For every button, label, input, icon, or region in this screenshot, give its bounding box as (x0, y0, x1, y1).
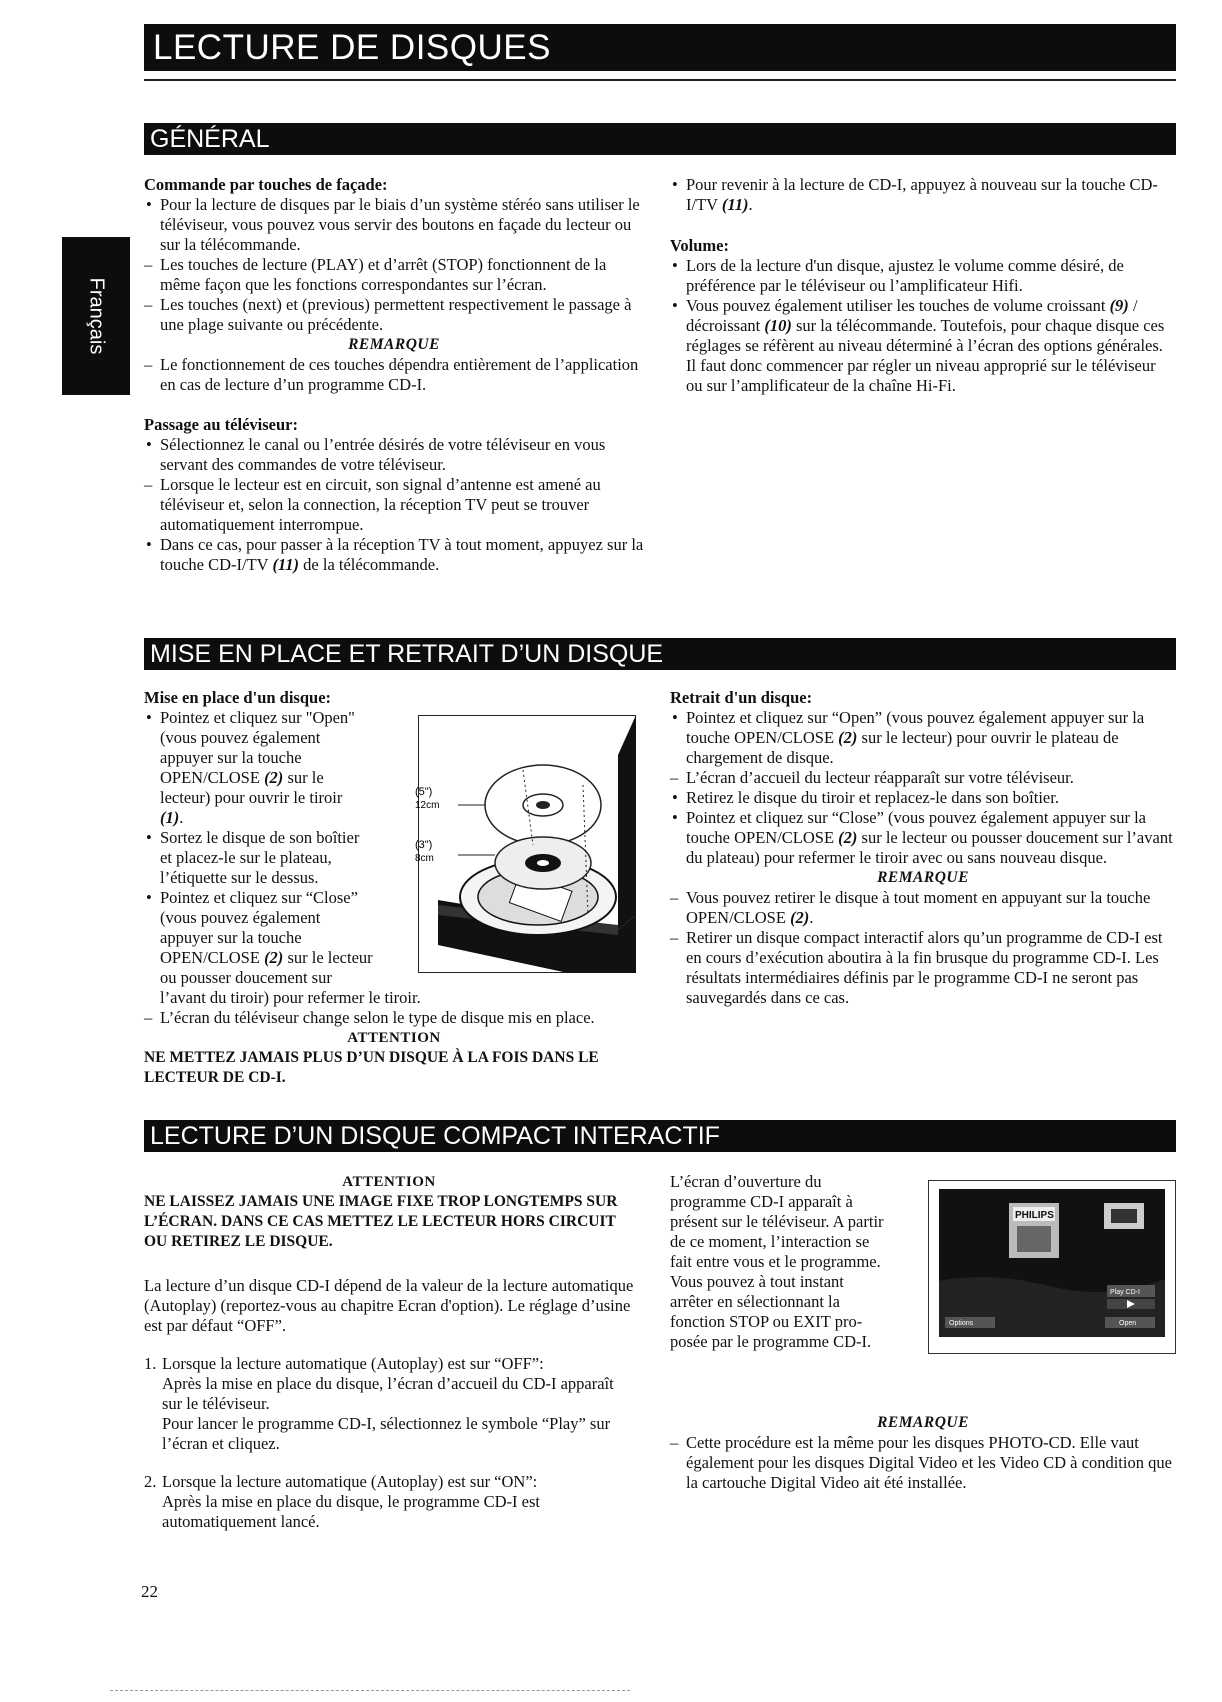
reference-number: (11) (721, 195, 749, 214)
place-step-close: • Pointez et cliquez sur “Close” (vous pouvez également appuyer sur la touche OPEN/CLOSE (2) sur le lecteur ou pousser doucement sur l’avant du tiroir) pour refermer le tiroir. (144, 888, 644, 1008)
mise-en-place-right-column (670, 688, 1176, 1008)
volume-list (670, 256, 1176, 396)
interactif-remarque-label: REMARQUE (877, 1414, 969, 1431)
list-item: • Dans ce cas, pour passer à la réception TV à tout moment, appuyez sur la touche CD-I/TV (11) de la télécommande. (144, 535, 644, 575)
interactif-attention-label: ATTENTION (342, 1174, 436, 1190)
step-item: 1. Lorsque la lecture automatique (Autoplay) est sur “OFF”: Après la mise en place du disque, l’écran d’accueil du CD-I apparaît sur le téléviseur. Pour lancer le programme CD-I, sélectionnez le symbole “Play” sur l’écran et cliquez. (144, 1354, 614, 1453)
attention-label: ATTENTION (347, 1030, 441, 1046)
list-item: – Cette procédure est la même pour les disques PHOTO-CD. Elle vaut également pour les disques Digital Video et les Video CD à condition que la cartouche Digital Video ait été installée. (670, 1433, 1176, 1493)
place-step-screen: – L’écran du téléviseur change selon le type de disque mis en place. (144, 1008, 644, 1028)
section-title-interactif: LECTURE D’UN DISQUE COMPACT INTERACTIF (144, 1120, 1176, 1152)
reference-number: (2) (264, 768, 284, 787)
language-tab (62, 237, 130, 395)
reference-number: (2) (790, 908, 810, 927)
retrait-remarque-label: REMARQUE (877, 869, 969, 886)
list-item: • Pour revenir à la lecture de CD-I, appuyez à nouveau sur la touche CD-I/TV (11). (670, 175, 1176, 215)
retrait-remarque-list (670, 888, 1176, 1008)
label-3in: (3") (415, 839, 433, 851)
language-tab-label: Français (85, 277, 108, 355)
list-item: • Pour la lecture de disques par le biais d’un système stéréo sans utiliser le téléviseur, vous pouvez vous servir des boutons en façade du lecteur ou sur la télécommande. (144, 195, 644, 255)
list-item: – Lorsque le lecteur est en circuit, son signal d’antenne est amené au téléviseur et, selon la connection, la réception TV peut se trouver automatiquement interrompue. (144, 475, 644, 535)
volume-heading: Volume: (670, 236, 729, 255)
page-number: 22 (141, 1582, 158, 1601)
retrait-heading: Retrait d'un disque: (670, 688, 813, 707)
disc-tray-figure (415, 715, 636, 973)
cdi-return-list (670, 175, 1176, 215)
reference-number: (2) (838, 828, 858, 847)
passage-heading: Passage au téléviseur: (144, 415, 298, 434)
interactif-right-text: L’écran d’ouverture du programme CD-I apparaît à présent sur le téléviseur. A partir de ce moment, l’interaction se fait entre vous et le programme. Vous pouvez à tout instant arrêter en sélectionnant la fonction STOP ou EXIT pro- posée par le programme CD-I. (670, 1172, 884, 1351)
list-item: – Retirer un disque compact interactif alors qu’un programme de CD-I est en cours d’exécution aboutira à la fin brusque du programme CD-I. Les résultats intermédiaires définis par le programme CD-I ne seront pas sauvegardés dans ce cas. (670, 928, 1176, 1008)
list-item: – Les touches (next) et (previous) permettent respectivement le passage à une plage suivante ou précédente. (144, 295, 644, 335)
warning-text: NE METTEZ JAMAIS PLUS D’UN DISQUE À LA FOIS DANS LE LECTEUR DE CD-I. (144, 1049, 599, 1086)
step-item: 2. Lorsque la lecture automatique (Autoplay) est sur “ON”: Après la mise en place du disque, le programme CD-I est automatiquement lancé. (144, 1472, 541, 1531)
passage-list (144, 435, 644, 575)
step-number: 2. (144, 1472, 157, 1491)
commande-list (144, 195, 644, 335)
remarque-label: REMARQUE (348, 336, 440, 353)
commande-heading: Commande par touches de façade: (144, 175, 388, 194)
list-item: – Le fonctionnement de ces touches dépendra entièrement de l’application en cas de lecture d’un programme CD-I. (144, 355, 644, 395)
interactif-remarque-block (670, 1413, 1176, 1493)
page-title: LECTURE DE DISQUES (144, 24, 1176, 71)
section-title-general: GÉNÉRAL (144, 123, 1176, 155)
place-step-insert: • Sortez le disque de son boîtier et placez-le sur le plateau, l’étiquette sur le dessus. (144, 828, 644, 888)
reference-number: (2) (838, 728, 858, 747)
screen-play-label: Play CD-I (1110, 1289, 1140, 1296)
cdi-opening-screen (928, 1180, 1176, 1354)
list-item: – Vous pouvez retirer le disque à tout moment en appuyant sur la touche OPEN/CLOSE (2). (670, 888, 1176, 928)
autoplay-intro: La lecture d’un disque CD-I dépend de la valeur de la lecture automatique (Autoplay) (reportez-vous au chapitre Ecran d'option). Le réglage d’usine est par défaut “OFF”. (144, 1276, 634, 1335)
section-title-mise-en-place: MISE EN PLACE ET RETRAIT D’UN DISQUE (144, 638, 1176, 670)
options-label: Options (949, 1320, 974, 1327)
label-12cm: 12cm (415, 800, 440, 811)
place-heading: Mise en place d'un disque: (144, 688, 332, 707)
reference-number: (10) (764, 316, 792, 335)
list-item: – L’écran d’accueil du lecteur réapparaît sur votre téléviseur. (670, 768, 1176, 788)
retrait-list (670, 708, 1176, 868)
step-number: 1. (144, 1354, 157, 1373)
reference-number: (2) (264, 948, 284, 967)
list-item: • Pointez et cliquez sur “Open” (vous pouvez également appuyer sur la touche OPEN/CLOSE (2) sur le lecteur) pour ouvrir le plateau de chargement de disque. (670, 708, 1176, 768)
list-item: • Vous pouvez également utiliser les touches de volume croissant (9) / décroissant (10) sur la télécommande. Toutefois, pour chaque disque ces réglages se réfèrent au niveau déterminé à l’écran des options générales. Il faut donc commencer par régler un niveau approprié sur le téléviseur ou sur l’amplificateur de la chaîne Hi-Fi. (670, 296, 1176, 396)
general-right-column (670, 175, 1176, 396)
list-item: • Retirez le disque du tiroir et replacez-le dans son boîtier. (670, 788, 1176, 808)
commande-remarque-list (144, 355, 644, 395)
list-item: • Sélectionnez le canal ou l’entrée désirés de votre téléviseur en vous servant des commandes de votre téléviseur. (144, 435, 644, 475)
place-step-open: • Pointez et cliquez sur "Open" (vous pouvez également appuyer sur la touche OPEN/CLOSE (2) sur le lecteur) pour ouvrir le tiroir (1). (144, 708, 644, 828)
list-item: • Lors de la lecture d'un disque, ajustez le volume comme désiré, de préférence par le téléviseur ou l’amplificateur Hifi. (670, 256, 1176, 296)
list-item: – Les touches de lecture (PLAY) et d’arrêt (STOP) fonctionnent de la même façon que les fonctions correspondantes sur l’écran. (144, 255, 644, 295)
reference-number: (1) (160, 808, 180, 827)
interactif-warning-text: NE LAISSEZ JAMAIS UNE IMAGE FIXE TROP LONGTEMPS SUR L’ÉCRAN. DANS CE CAS METTEZ LE LECTEUR HORS CIRCUIT OU RETIREZ LE DISQUE. (144, 1193, 618, 1250)
open-label: Open (1119, 1320, 1137, 1327)
reference-number: (11) (272, 555, 300, 574)
general-left-column (144, 175, 644, 575)
header-rule (144, 79, 1176, 81)
label-8cm: 8cm (415, 853, 434, 864)
scan-noise (110, 1690, 630, 1692)
interactif-remarque-list (670, 1433, 1176, 1493)
screen-logo: PHILIPS (1015, 1210, 1054, 1221)
label-5in: (5") (415, 786, 433, 798)
reference-number: (9) (1109, 296, 1129, 315)
interactif-left-column (144, 1172, 634, 1550)
list-item: • Pointez et cliquez sur “Close” (vous pouvez également appuyer sur la touche OPEN/CLOSE (2) sur le lecteur ou pousser doucement sur l’avant du plateau) pour refermer le tiroir avec ou sans nouveau disque. (670, 808, 1176, 868)
autoplay-steps (144, 1354, 634, 1532)
